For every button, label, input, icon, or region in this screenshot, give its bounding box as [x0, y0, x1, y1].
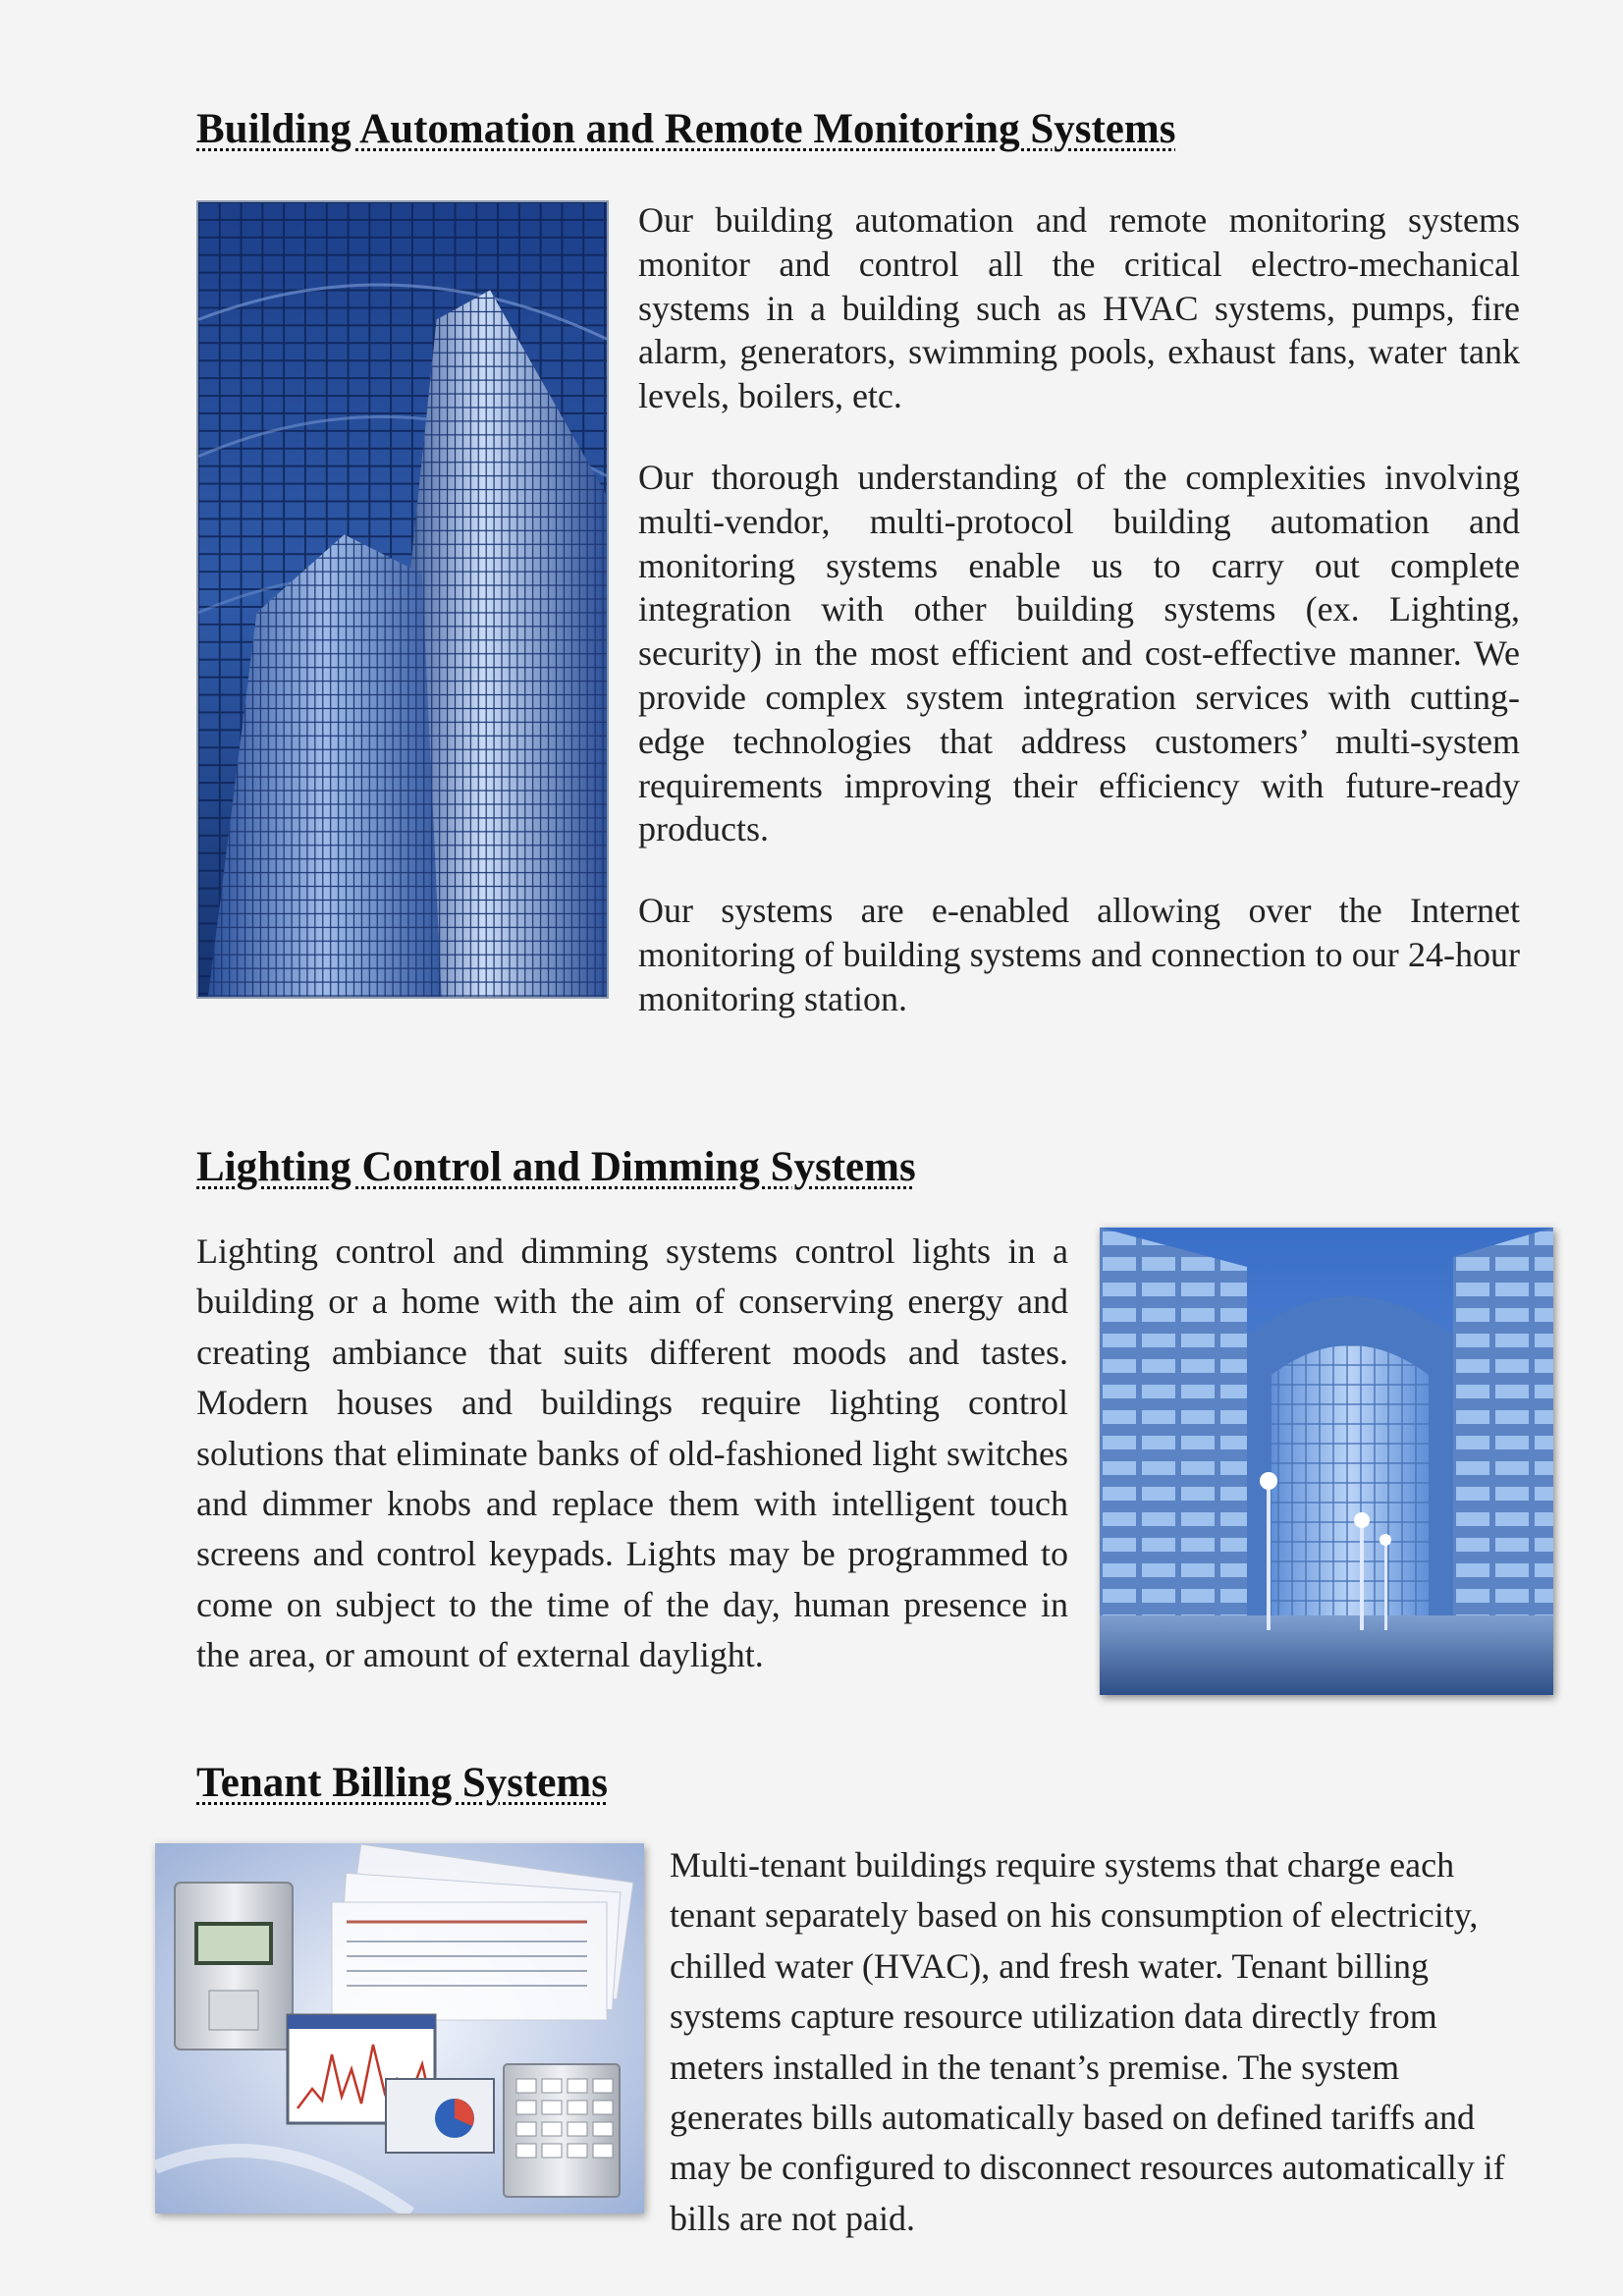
- lighting-control-heading: Lighting Control and Dimming Systems: [196, 1144, 916, 1190]
- building-automation-paragraph-2: Our thorough understanding of the complexities involving multi-vendor, multi-protocol building automation and monitoring systems enable us to carry out complete integration with other building systems (ex. Lighting, security) in the most efficient and cost-effective manner. We provide complex system integration services with cutting-edge technologies that address customers’ multi-system requirements improving their efficiency with future-ready products.: [638, 458, 1520, 849]
- tenant-billing-heading: Tenant Billing Systems: [196, 1760, 608, 1806]
- building-automation-heading: Building Automation and Remote Monitoring Systems: [196, 106, 1176, 152]
- lit-office-building-photo: [1100, 1228, 1553, 1695]
- billing-meters-collage: [155, 1843, 644, 2214]
- lighting-control-paragraph: Lighting control and dimming systems control lights in a building or a home with the aim of conserving energy and creating ambiance that suits different moods and tastes. Modern houses and buildings require lighting control solutions that eliminate banks of old-fashioned light switches and dimmer knobs and replace them with intelligent touch screens and control keypads. Lights may be programmed to come on subject to the time of the day, human presence in the area, or amount of external daylight.: [196, 1231, 1068, 1675]
- glass-towers-photo: [196, 200, 609, 999]
- building-automation-paragraph-1: Our building automation and remote monitoring systems monitor and control all the critical electro-mechanical systems in a building such as HVAC systems, pumps, fire alarm, generators, swimming pools, exhaust fans, water tank levels, boilers, etc.: [638, 200, 1520, 416]
- building-automation-paragraph-3: Our systems are e-enabled allowing over the Internet monitoring of building systems and connection to our 24-hour monitoring station.: [638, 891, 1520, 1018]
- tenant-billing-paragraph: Multi-tenant buildings require systems that charge each tenant separately based on his consumption of electricity, chilled water (HVAC), and fresh water. Tenant billing systems capture resource utilization data directly from meters installed in the tenant’s premise. The system generates bills automatically based on defined tariffs and may be configured to disconnect resources automatically if bills are not paid.: [670, 1845, 1505, 2238]
